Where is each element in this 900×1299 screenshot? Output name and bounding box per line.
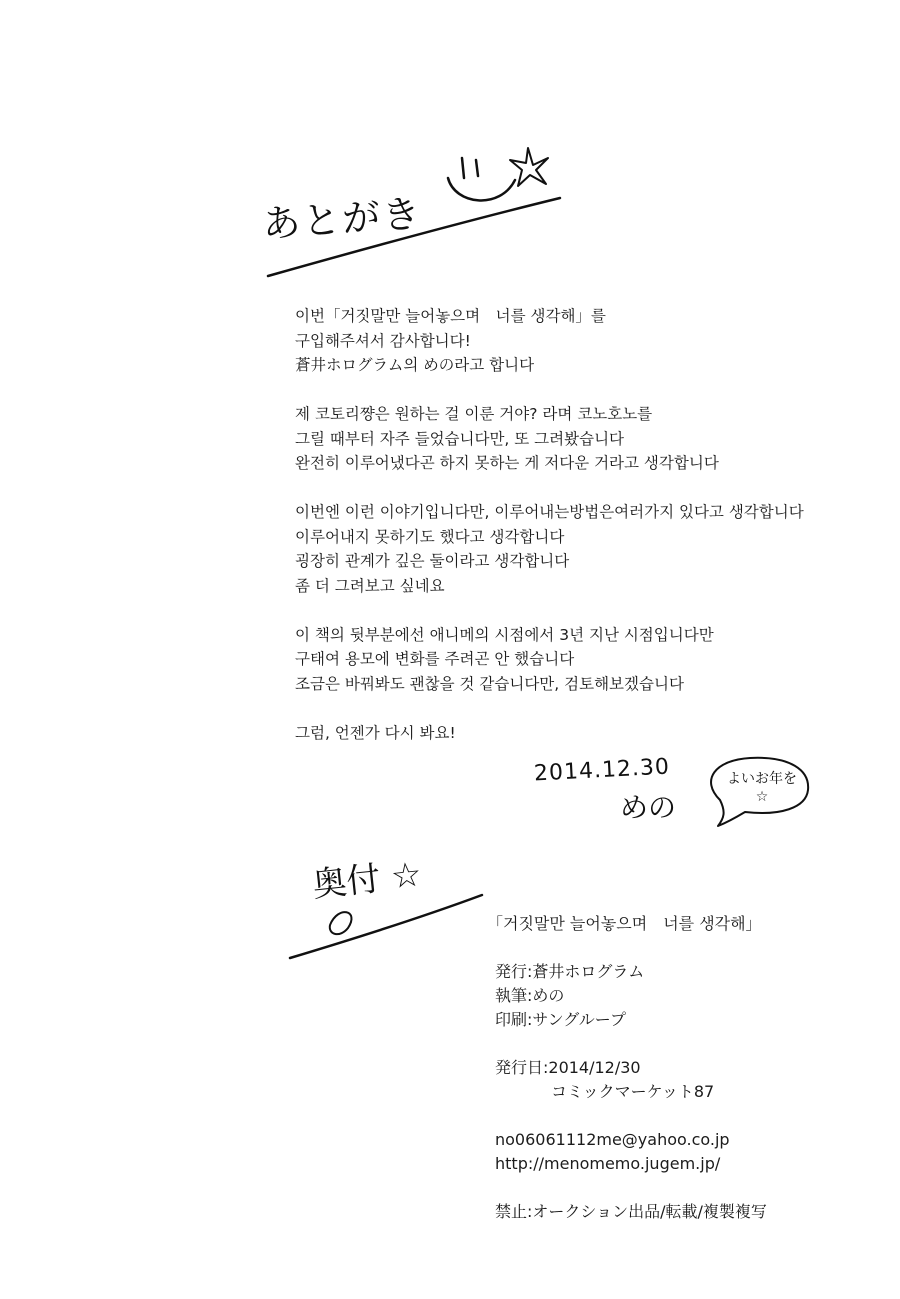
body-line: 굉장히 관계가 깊은 둘이라고 생각합니다 [295,552,570,570]
body-line: 그릴 때부터 자주 들었습니다만, 또 그려봤습니다 [295,429,625,448]
body-line: 완전히 이루어냈다곤 하지 못하는 게 저다운 거라고 생각합니다 [295,454,719,472]
body-line: 구입해주셔서 감사합니다! [295,331,471,350]
paragraph-5 [295,721,855,746]
colophon-heading: 奥付 ☆ [310,854,424,906]
body-line: 조금은 바꿔봐도 괜찮을 것 같습니다만, 검토해보겠습니다 [295,674,684,693]
colophon-publisher: 発行:蒼井ホログラム [495,962,645,981]
colophon-notice-group [495,1200,875,1224]
body-line: 이번엔 이런 이야기입니다만, 이루어내는방법은여러가지 있다고 생각합니다 [295,503,804,521]
colophon-book-title: 「거짓말만 늘어놓으며 너를 생각해」 [487,914,762,933]
colophon-credits [495,960,875,1032]
paragraph-1 [295,304,855,378]
body-line: 이 책의 뒷부분에선 애니메의 시점에서 3년 지난 시점입니다만 [295,625,714,644]
signature-date: 2014.12.30 [533,754,671,787]
body-line: 이번「거짓말만 늘어놓으며 너를 생각해」를 [295,307,606,325]
body-line: 제 코토리쨩은 원하는 걸 이룬 거야? 라며 코노호노를 [295,405,653,423]
colophon-email: no06061112me@yahoo.co.jp [495,1130,730,1149]
colophon-issue [495,1056,875,1104]
afterword-title-text: あとがき [260,191,424,247]
paragraph-2 [295,402,855,476]
afterword-body [295,304,855,770]
colophon-notice: 禁止:オークション出品/転載/複製複写 [495,1202,767,1221]
body-line: 그럼, 언젠가 다시 봐요! [295,723,456,742]
doodle-star [510,148,548,186]
body-line: 구태여 용모에 변화를 주려곤 안 했습니다 [295,650,575,668]
colophon-printer: 印刷:サングループ [495,1010,626,1029]
afterword-title [260,182,423,248]
body-line: 좀 더 그려보고 싶네요 [295,576,445,595]
paragraph-4 [295,623,855,697]
colophon-loop [330,912,352,934]
colophon-author: 執筆:めの [495,986,565,1005]
colophon [487,912,875,1248]
paragraph-3 [295,500,855,598]
doodle-smile [448,178,515,200]
speech-bubble-text: よいお年を☆ [727,771,797,805]
signature-name: めの [620,791,677,824]
doodle-eye-right [476,160,478,176]
colophon-event: コミックマーケット87 [551,1082,715,1101]
body-line: 蒼井ホログラム의 めの라고 합니다 [295,356,535,374]
colophon-url: http://menomemo.jugem.jp/ [495,1154,721,1173]
colophon-contact [495,1128,875,1176]
colophon-issue-date: 発行日:2014/12/30 [495,1058,641,1077]
body-line: 이루어내지 못하기도 했다고 생각합니다 [295,527,565,546]
doodle-eye-left [462,158,464,178]
